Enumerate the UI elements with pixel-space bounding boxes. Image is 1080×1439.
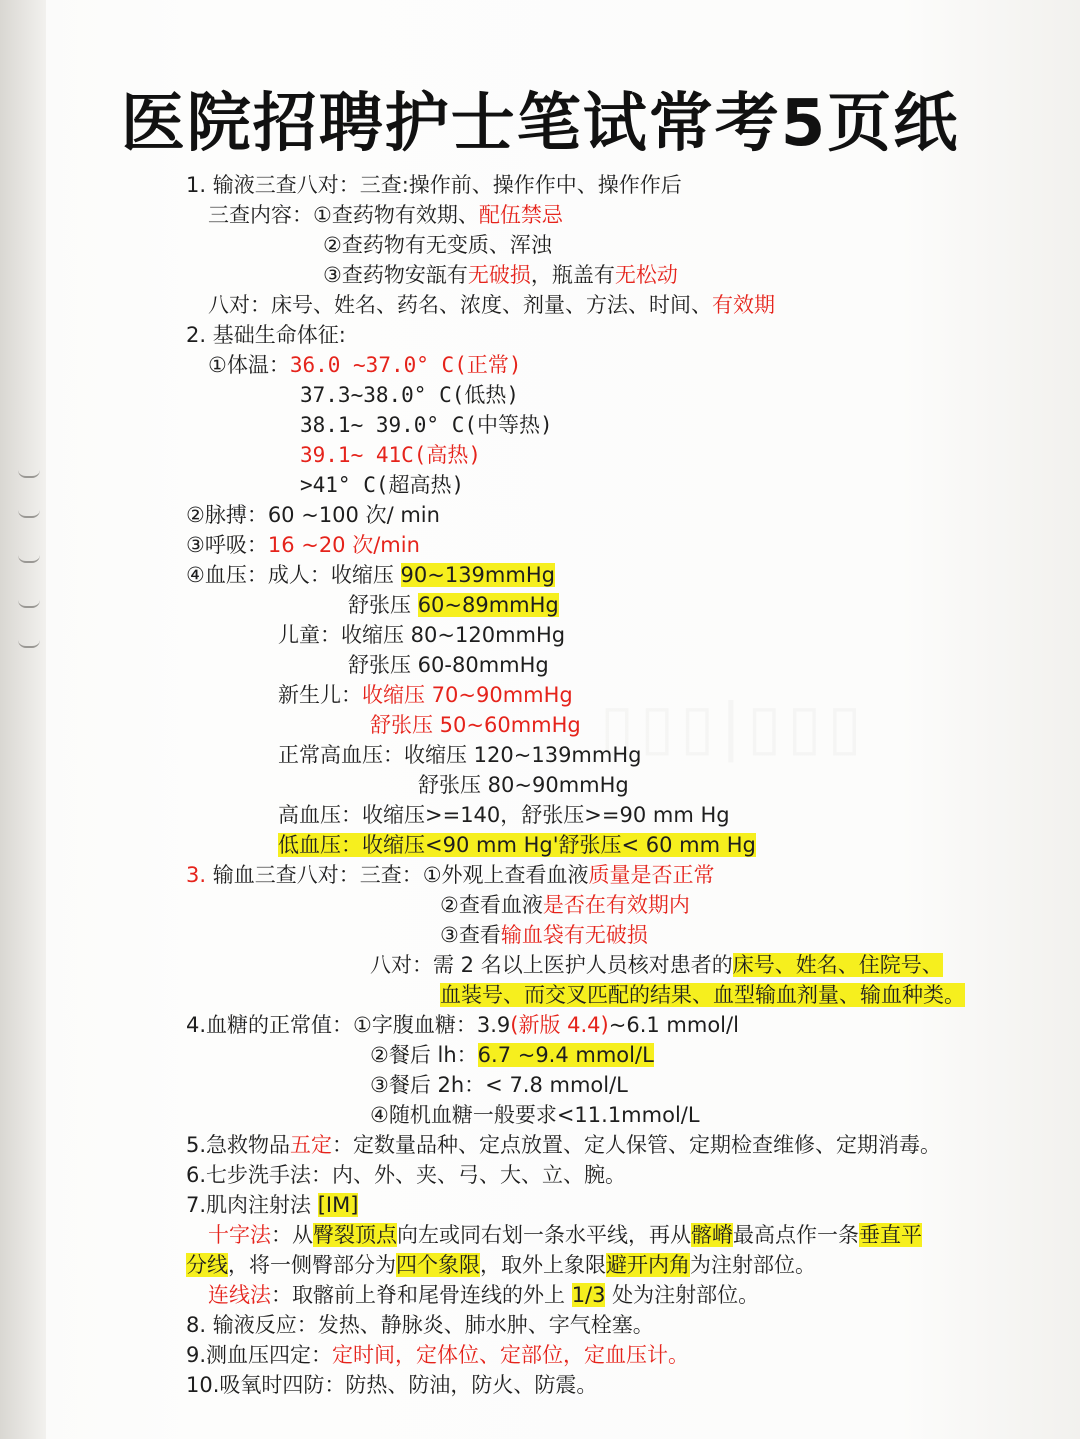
note-text: ②查看血液 <box>440 893 543 917</box>
note-line <box>278 800 730 830</box>
note-text: 为注射部位。 <box>690 1253 816 1277</box>
highlighted-text: [IM] <box>317 1193 359 1217</box>
note-line <box>370 950 943 980</box>
red-text: 3. <box>186 863 207 887</box>
note-line <box>440 920 648 950</box>
note-text: ，取外上象限 <box>480 1253 606 1277</box>
note-text: 4.血糖的正常值：①字腹血糖：3.9 <box>186 1013 511 1037</box>
note-line <box>370 1100 700 1130</box>
note-text: 高血压：收缩压>=140，舒张压>=90 mm Hg <box>278 803 730 827</box>
note-text: >41° C(超高热) <box>300 473 465 497</box>
note-line <box>370 1070 628 1100</box>
highlighted-text: 60~89mmHg <box>417 593 559 617</box>
note-text: ：定数量品种、定点放置、定人保管、定期检查维修、定期消毒。 <box>332 1133 942 1157</box>
note-line <box>186 1310 654 1340</box>
red-text: 连线法 <box>208 1283 271 1307</box>
red-text: (新版 4.4) <box>510 1013 609 1037</box>
note-line <box>186 1340 689 1370</box>
note-line <box>418 770 629 800</box>
note-line <box>186 1160 626 1190</box>
page-title: 医院招聘护士笔试常考5页纸 <box>120 87 960 161</box>
note-text: 10.吸氧时四防：防热、防油，防火、防震。 <box>186 1373 598 1397</box>
note-text: 处为注射部位。 <box>605 1283 760 1307</box>
note-line <box>186 860 715 890</box>
highlighted-text: 1/3 <box>571 1283 606 1307</box>
note-line <box>186 500 440 530</box>
note-line <box>300 470 464 500</box>
note-text: ④随机血糖一般要求<11.1mmol/L <box>370 1103 700 1127</box>
red-text: 质量是否正常 <box>588 863 715 887</box>
note-line <box>208 200 563 230</box>
note-text: ②餐后 lh： <box>370 1043 478 1067</box>
note-text: 6.七步洗手法：内、外、夹、弓、大、立、腕。 <box>186 1163 627 1187</box>
highlighted-text: 避开内角 <box>606 1253 690 1277</box>
highlighted-text: 垂直平 <box>859 1223 922 1247</box>
red-text: 配伍禁忌 <box>478 203 563 227</box>
red-text: 定时间，定体位、定部位，定血压计。 <box>332 1343 690 1367</box>
binding-ring <box>18 640 40 648</box>
note-text: ③查药物安瓿有 <box>323 263 468 287</box>
note-line <box>186 1190 358 1220</box>
note-text: 2. 基础生命体征: <box>186 323 346 347</box>
binding-ring <box>18 470 40 478</box>
note-text: ，瓶盖有 <box>530 263 615 287</box>
note-line <box>348 650 549 680</box>
note-text: 舒张压 80~90mmHg <box>418 773 629 797</box>
note-line <box>323 230 552 260</box>
note-line <box>370 710 581 740</box>
note-text: 舒张压 60-80mmHg <box>348 653 549 677</box>
note-text: ，将一侧臀部分为 <box>228 1253 396 1277</box>
note-text: ②脉搏：60 ~100 次/ min <box>186 503 440 527</box>
note-line <box>278 830 756 860</box>
highlighted-text: 床号、姓名、住院号、 <box>732 953 943 977</box>
highlighted-text: 6.7 ~9.4 mmol/L <box>477 1043 654 1067</box>
note-text: ③餐后 2h：< 7.8 mmol/L <box>370 1073 628 1097</box>
note-line <box>186 1010 739 1040</box>
note-text: 5.急救物品 <box>186 1133 291 1157</box>
note-line <box>186 320 346 350</box>
note-line <box>186 1250 816 1280</box>
red-text: 36.0 ~37.0° C(正常) <box>289 353 522 377</box>
watermark: ▯▯▯|▯▯▯ <box>600 690 868 763</box>
note-line <box>208 350 521 380</box>
note-text: 9.测血压四定： <box>186 1343 333 1367</box>
note-line <box>300 410 553 440</box>
note-text: ~6.1 mmol/l <box>608 1013 739 1037</box>
page-binding <box>0 0 46 1439</box>
red-text: 16 ~20 次/min <box>267 533 420 557</box>
note-text: 八对：床号、姓名、药名、浓度、剂量、方法、时间、 <box>208 293 712 317</box>
note-line <box>370 1040 654 1070</box>
note-text: ①体温： <box>208 353 290 377</box>
red-text: 五定 <box>290 1133 333 1157</box>
note-line <box>186 560 555 590</box>
note-line <box>440 890 690 920</box>
note-line <box>300 440 481 470</box>
red-text: 39.1~ 41C(高热) <box>300 443 482 467</box>
note-text: 舒张压 <box>348 593 418 617</box>
red-text: 收缩压 70~90mmHg <box>362 683 573 707</box>
note-text: 输血三查八对：三查：①外观上查看血液 <box>206 863 589 887</box>
red-text: 是否在有效期内 <box>542 893 690 917</box>
note-line <box>186 170 682 200</box>
highlighted-text: 低血压：收缩压<90 mm Hg'舒张压< 60 mm Hg <box>278 833 756 857</box>
binding-ring <box>18 555 40 563</box>
note-text: 正常高血压：收缩压 120~139mmHg <box>278 743 642 767</box>
note-line <box>186 1370 597 1400</box>
binding-ring <box>18 600 40 608</box>
red-text: 有效期 <box>712 293 775 317</box>
note-text: 最高点作一条 <box>733 1223 859 1247</box>
note-text: 7.肌肉注射法 <box>186 1193 318 1217</box>
note-text: ：取髂前上脊和尾骨连线的外上 <box>271 1283 572 1307</box>
note-text: 八对：需 2 名以上医护人员核对患者的 <box>370 953 733 977</box>
note-text: ④血压：成人：收缩压 <box>186 563 401 587</box>
note-text: 38.1~ 39.0° C(中等热) <box>300 413 553 437</box>
highlighted-text: 髂嵴 <box>691 1223 733 1247</box>
note-text: 37.3~38.0° C(低热) <box>300 383 520 407</box>
red-text: 无松动 <box>614 263 678 287</box>
note-line <box>278 620 565 650</box>
note-text: 新生儿： <box>278 683 362 707</box>
note-text: ②查药物有无变质、浑浊 <box>323 233 552 257</box>
highlighted-text: 90~139mmHg <box>400 563 555 587</box>
red-text: 输血袋有无破损 <box>500 923 648 947</box>
highlighted-text: 血装号、而交叉匹配的结果、血型输血剂量、输血种类。 <box>440 983 965 1007</box>
red-text: 无破损 <box>467 263 531 287</box>
note-text: 三查内容：①查药物有效期、 <box>208 203 479 227</box>
red-text: 十字法 <box>208 1223 271 1247</box>
note-line <box>186 530 420 560</box>
note-text: 向左或同右划一条水平线，再从 <box>397 1223 691 1247</box>
highlighted-text: 分线 <box>186 1253 228 1277</box>
binding-ring <box>18 510 40 518</box>
note-line <box>278 740 641 770</box>
note-text: ③呼吸： <box>186 533 268 557</box>
highlighted-text: 四个象限 <box>396 1253 480 1277</box>
note-line <box>300 380 519 410</box>
note-line <box>278 680 573 710</box>
note-text: 8. 输液反应：发热、静脉炎、肺水肿、字气栓塞。 <box>186 1313 654 1337</box>
note-line <box>323 260 678 290</box>
note-text: ③查看 <box>440 923 501 947</box>
note-line <box>208 290 775 320</box>
note-line <box>348 590 559 620</box>
note-line <box>186 1130 941 1160</box>
note-line <box>440 980 965 1010</box>
note-text: ：从 <box>271 1223 313 1247</box>
note-text: 儿童：收缩压 80~120mmHg <box>278 623 566 647</box>
note-line <box>208 1220 922 1250</box>
note-line <box>208 1280 759 1310</box>
highlighted-text: 臀裂顶点 <box>313 1223 397 1247</box>
note-text: 1. 输液三查八对：三查:操作前、操作作中、操作作后 <box>186 173 682 197</box>
red-text: 舒张压 50~60mmHg <box>370 713 581 737</box>
